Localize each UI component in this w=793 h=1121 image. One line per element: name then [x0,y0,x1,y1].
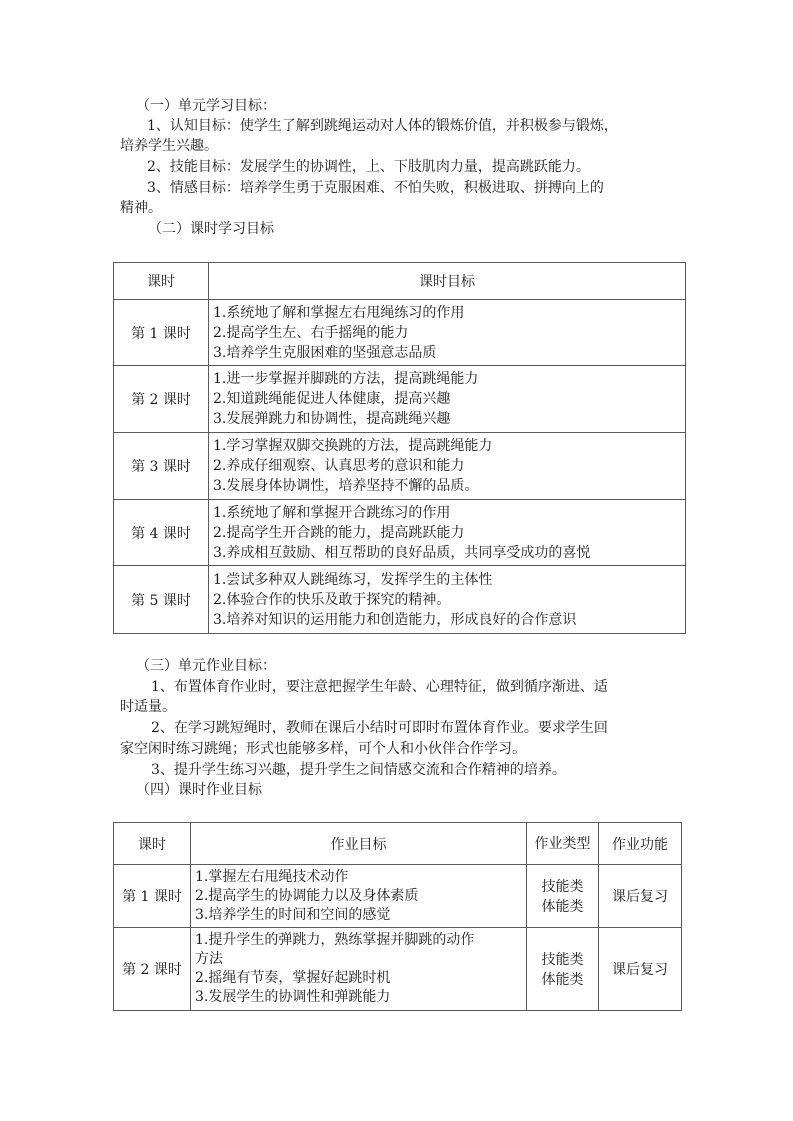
section1-item: 2、技能目标：发展学生的协调性，上、下肢肌肉力量，提高跳跃能力。 [147,159,590,175]
section1-item: 1、认知目标：使学生了解到跳绳运动对人体的锻炼价值，并积极参与锻炼， [147,118,618,134]
type-cell [527,928,599,1011]
table-row [114,300,686,366]
section3-title: （三）单元作业目标： [136,658,276,674]
table-header-row [114,823,682,865]
header-lesson-goal: 课时目标 [209,263,686,300]
goals-cell [209,433,686,500]
goals-cell [191,865,527,928]
goal-line: 3.培养学生的时间和空间的感觉 [195,906,391,923]
homework-goals-table [113,822,682,1011]
lesson-cell: 第 1 课时 [114,300,209,366]
goals-cell [191,928,527,1011]
lesson-cell: 第 3 课时 [114,433,209,500]
lesson-goals-table [113,262,686,634]
goal-line: 3.发展弹跳力和协调性，提高跳绳兴趣 [213,411,451,427]
table-row [114,865,682,928]
table-row [114,366,686,433]
section1-item: 精神。 [120,200,162,216]
table-row [114,433,686,500]
section1-item: 3、情感目标：培养学生勇于克服困难、不怕失败，积极进取、拼搏向上的 [147,180,604,196]
goal-line: 2.提高学生左、右手摇绳的能力 [213,324,409,341]
type-line: 技能类 [541,879,584,895]
goals-cell [209,566,686,634]
table-row [114,928,682,1011]
goal-line: 3.培养对知识的运用能力和创造能力，形成良好的合作意识 [213,611,577,628]
section3-item: 时适量。 [120,699,176,715]
goal-line: 3.培养学生克服困难的坚强意志品质 [213,344,437,361]
header-homework-goal: 作业目标 [191,823,527,865]
table-row [114,566,686,634]
lesson-cell: 第 4 课时 [114,500,209,566]
header-lesson: 课时 [114,263,209,300]
goal-line: 2.提高学生开合跳的能力，提高跳跃能力 [213,524,465,541]
section1-title: （一）单元学习目标： [136,98,276,114]
section1-item: 培养学生兴趣。 [120,138,218,154]
goal-line: 3.养成相互鼓励、相互帮助的良好品质，共同享受成功的喜悦 [213,544,591,561]
lesson-cell: 第 5 课时 [114,566,209,634]
table-row [114,500,686,566]
function-cell: 课后复习 [599,928,682,1011]
goal-line: 1.掌握左右甩绳技术动作 [195,868,349,885]
goal-line: 3.发展学生的协调性和弹跳能力 [195,989,391,1005]
goal-line: 1.进一步掌握并脚跳的方法，提高跳绳能力 [213,371,479,387]
header-lesson: 课时 [114,823,191,865]
type-cell [527,865,599,928]
section3-item: 家空闲时练习跳绳；形式也能够多样，可个人和小伙伴合作学习。 [120,741,526,757]
header-homework-type: 作业类型 [527,823,599,865]
goals-cell [209,500,686,566]
header-homework-function: 作业功能 [599,823,682,865]
goal-line: 3.发展身体协调性，培养坚持不懈的品质。 [213,478,479,494]
goal-line: 1.学习掌握双脚交换跳的方法，提高跳绳能力 [213,438,493,454]
section3-item: 1、布置体育作业时，要注意把握学生年龄、心理特征，做到循序渐进、适 [151,679,608,695]
goal-line: 方法 [195,951,223,967]
goal-line: 1.尝试多种双人跳绳练习，发挥学生的主体性 [213,571,493,588]
type-line: 体能类 [541,899,584,915]
section3-item: 3、提升学生练习兴趣，提升学生之间情感交流和合作精神的培养。 [151,762,566,778]
goal-line: 1.系统地了解和掌握开合跳练习的作用 [213,504,451,521]
goal-line: 1.提升学生的弹跳力，熟练掌握并脚跳的动作 [195,932,475,948]
goals-cell [209,366,686,433]
goals-cell [209,300,686,366]
type-line: 技能类 [541,952,584,968]
section3-item: 2、在学习跳短绳时，教师在课后小结时可即时布置体育作业。要求学生回 [151,720,608,736]
type-line: 体能类 [541,972,584,988]
goal-line: 2.提高学生的协调能力以及身体素质 [195,887,419,904]
section2-title: （二）课时学习目标 [148,221,274,237]
goal-line: 2.养成仔细观察、认真思考的意识和能力 [213,458,465,474]
goal-line: 2.知道跳绳能促进人体健康，提高兴趣 [213,391,451,407]
goal-line: 1.系统地了解和掌握左右甩绳练习的作用 [213,304,465,321]
lesson-cell: 第 2 课时 [114,366,209,433]
function-cell: 课后复习 [599,865,682,928]
section4-title: （四）课时作业目标 [136,782,262,798]
lesson-cell: 第 1 课时 [114,865,191,928]
goal-line: 2.体验合作的快乐及敢于探究的精神。 [213,591,451,608]
lesson-cell: 第 2 课时 [114,928,191,1011]
goal-line: 2.摇绳有节奏，掌握好起跳时机 [195,970,391,986]
table-header-row [114,263,686,300]
